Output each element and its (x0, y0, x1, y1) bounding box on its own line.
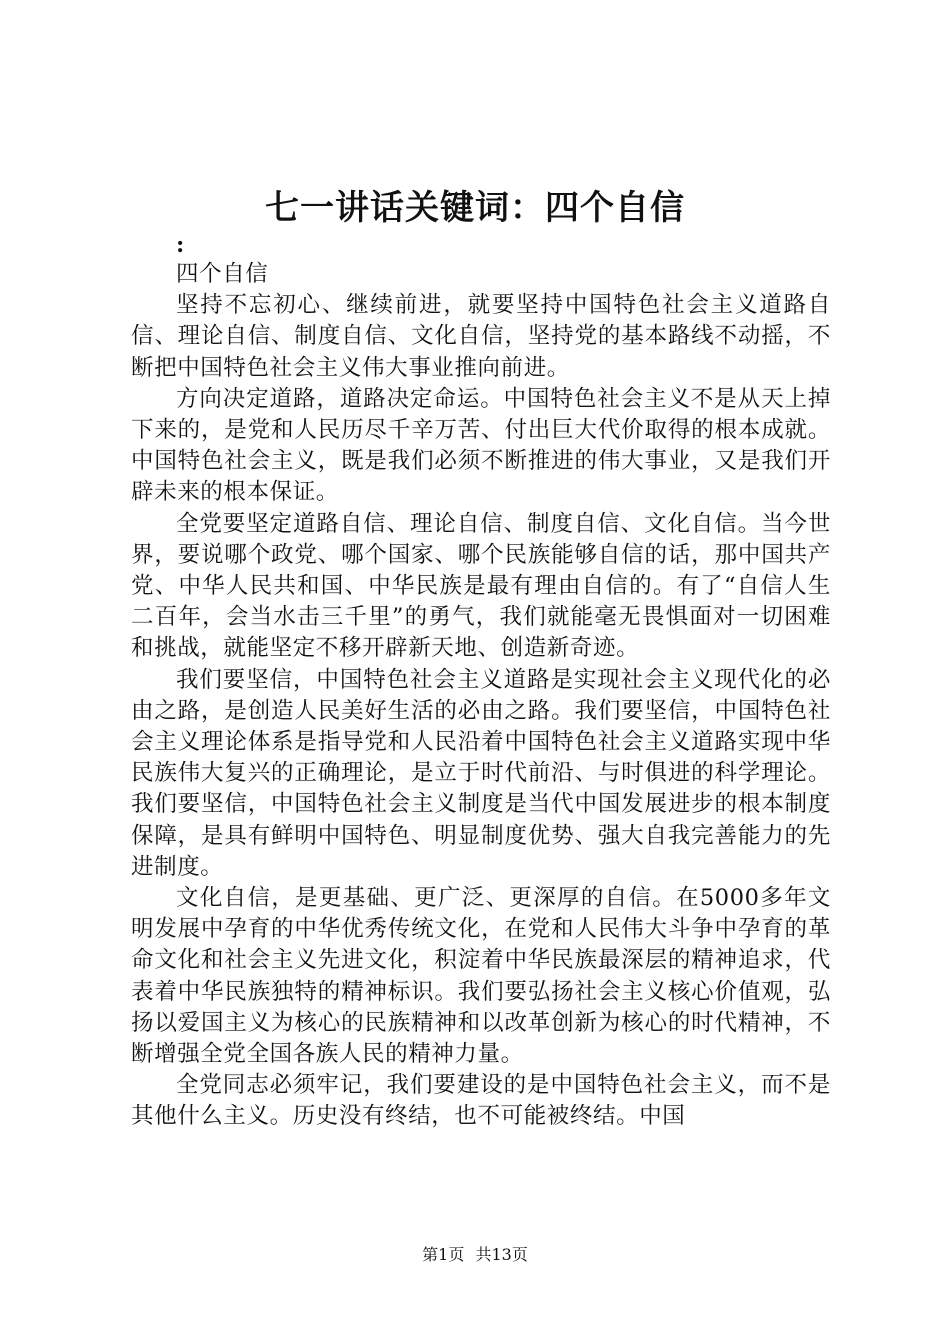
paragraph-4: 我们要坚信，中国特色社会主义道路是实现社会主义现代化的必由之路，是创造人民美好生活的必由之路。我们要坚信，中国特色社会主义理论体系是指导党和人民沿着中国特色社会主义道路实现中华民族伟大复兴的正确理论，是立于时代前沿、与时俱进的科学理论。我们要坚信，中国特色社会主义制度是当代中国发展进步的根本制度保障，是具有鲜明中国特色、明显制度优势、强大自我完善能力的先进制度。 (131, 666, 831, 880)
document-title: 七一讲话关键词：四个自信 (265, 188, 685, 228)
paragraph-5: 文化自信，是更基础、更广泛、更深厚的自信。在5000多年文明发展中孕育的中华优秀传统文化，在党和人民伟大斗争中孕育的革命文化和社会主义先进文化，积淀着中华民族最深层的精神追求，代表着中华民族独特的精神标识。我们要弘扬社会主义核心价值观，弘扬以爱国主义为核心的民族精神和以改革创新为核心的时代精神，不断增强全党全国各族人民的精神力量。 (131, 885, 831, 1068)
page-number: 第1页 (422, 1245, 465, 1264)
page-footer (0, 1244, 950, 1266)
section-subtitle: 四个自信 (176, 261, 269, 287)
page-total: 共13页 (475, 1245, 528, 1264)
document-body (131, 232, 831, 1133)
paragraph-1: 坚持不忘初心、继续前进，就要坚持中国特色社会主义道路自信、理论自信、制度自信、文化自信，坚持党的基本路线不动摇，不断把中国特色社会主义伟大事业推向前进。 (131, 292, 831, 381)
colon-line: : (176, 232, 185, 258)
paragraph-3: 全党要坚定道路自信、理论自信、制度自信、文化自信。当今世界，要说哪个政党、哪个国家、哪个民族能够自信的话，那中国共产党、中华人民共和国、中华民族是最有理由自信的。有了“自信人生二百年，会当水击三千里”的勇气，我们就能毫无畏惧面对一切困难和挑战，就能坚定不移开辟新天地、创造新奇迹。 (131, 510, 831, 662)
paragraph-6: 全党同志必须牢记，我们要建设的是中国特色社会主义，而不是其他什么主义。历史没有终结，也不可能被终结。中国 (131, 1072, 831, 1130)
paragraph-2: 方向决定道路，道路决定命运。中国特色社会主义不是从天上掉下来的，是党和人民历尽千辛万苦、付出巨大代价取得的根本成就。中国特色社会主义，既是我们必须不断推进的伟大事业，又是我们开辟未来的根本保证。 (131, 385, 831, 506)
